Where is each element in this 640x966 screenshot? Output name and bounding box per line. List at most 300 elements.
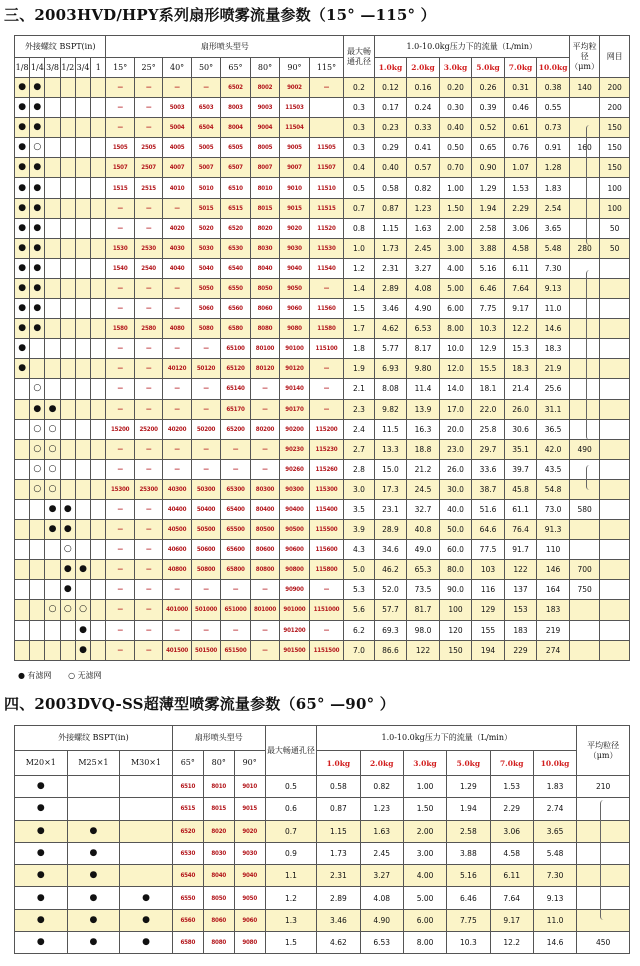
flow-value: 7.30 [537, 258, 570, 278]
thread-mark [60, 419, 75, 439]
thread-mark [45, 78, 60, 98]
nozzle-model-header: 扇形喷头型号 [106, 36, 344, 58]
pressure-col: 10.0kg [537, 58, 570, 78]
nozzle-model: 401500 [163, 640, 191, 660]
thread-size-col: 1 [91, 58, 106, 78]
nozzle-model: 9010 [234, 776, 265, 798]
thread-mark [91, 419, 106, 439]
nozzle-model: — [134, 198, 162, 218]
flow-value: 0.12 [374, 78, 407, 98]
max-passage: 1.8 [344, 339, 374, 359]
particle-size: 700 [569, 560, 599, 580]
flow-value: 40.8 [407, 520, 440, 540]
pressure-col: 10.0kg [533, 751, 576, 776]
thread-mark: ● [30, 278, 45, 298]
particle-size: 280 [569, 238, 599, 258]
thread-mark [60, 218, 75, 238]
particle-size [569, 198, 599, 218]
thread-mark [75, 299, 90, 319]
nozzle-model: 11540 [309, 258, 344, 278]
nozzle-model: — [163, 620, 191, 640]
thread-mark: ● [15, 776, 68, 798]
nozzle-model: — [134, 520, 162, 540]
thread-size-col: 1/4 [30, 58, 45, 78]
nozzle-model: 11507 [309, 158, 344, 178]
thread-mark [75, 459, 90, 479]
thread-mark: ● [15, 359, 30, 379]
flow-value: 219 [537, 620, 570, 640]
particle-size [569, 339, 599, 359]
flow-value: 13.9 [407, 399, 440, 419]
nozzle-model: 9030 [280, 238, 309, 258]
nozzle-model: 6550 [221, 278, 250, 298]
particle-size: 450 [577, 932, 630, 954]
particle-size [569, 258, 599, 278]
flow-value: 77.5 [472, 540, 505, 560]
thread-mark [120, 865, 173, 887]
nozzle-model: 11515 [309, 198, 344, 218]
nozzle-model: — [163, 198, 191, 218]
flow-value: 51.6 [472, 499, 505, 519]
pressure-col: 5.0kg [447, 751, 490, 776]
nozzle-model: 4005 [163, 138, 191, 158]
flow-value: 10.3 [447, 932, 490, 954]
max-passage: 1.2 [265, 887, 317, 909]
flow-value: 80.0 [439, 560, 472, 580]
pressure-col: 2.0kg [407, 58, 440, 78]
thread-mark [45, 319, 60, 339]
thread-mark [91, 238, 106, 258]
flow-value: 2.45 [407, 238, 440, 258]
flow-value: 22.0 [472, 399, 505, 419]
nozzle-model: 25300 [134, 479, 162, 499]
nozzle-model: 8007 [250, 158, 279, 178]
max-passage: 3.5 [344, 499, 374, 519]
flow-value: 1.50 [439, 198, 472, 218]
table-row [15, 620, 630, 640]
nozzle-model: 50300 [191, 479, 220, 499]
flow-value: 3.46 [374, 299, 407, 319]
flow-value: 28.9 [374, 520, 407, 540]
nozzle-model: — [134, 359, 162, 379]
mesh: 50 [600, 218, 630, 238]
nozzle-model: 9060 [234, 909, 265, 931]
nozzle-model: 65140 [221, 379, 250, 399]
nozzle-model: 80300 [250, 479, 279, 499]
table-row [15, 278, 630, 298]
max-passage: 5.6 [344, 600, 374, 620]
flow-value: 14.6 [533, 932, 576, 954]
nozzle-model: 9030 [234, 842, 265, 864]
nozzle-model: 80800 [250, 560, 279, 580]
flow-value: 2.31 [374, 258, 407, 278]
flow-value: 146 [537, 560, 570, 580]
thread-mark [75, 118, 90, 138]
max-passage: 0.5 [344, 178, 374, 198]
flow-value: 18.1 [472, 379, 505, 399]
flow-value: 0.41 [407, 138, 440, 158]
nozzle-model: 80400 [250, 499, 279, 519]
table-row [15, 459, 630, 479]
nozzle-model: — [106, 439, 134, 459]
max-passage: 0.8 [344, 218, 374, 238]
thread-mark: ● [15, 887, 68, 909]
nozzle-model: — [309, 278, 344, 298]
mesh: 100 [600, 178, 630, 198]
flow-value: 0.57 [407, 158, 440, 178]
flow-value: 16.3 [407, 419, 440, 439]
nozzle-model: 651500 [221, 640, 250, 660]
nozzle-model: 8015 [203, 798, 234, 820]
flow-value: 43.5 [537, 459, 570, 479]
nozzle-model: — [309, 399, 344, 419]
flow-value: 15.5 [472, 359, 505, 379]
nozzle-model: — [250, 399, 279, 419]
flow-value: 0.40 [374, 158, 407, 178]
flow-value: 39.7 [504, 459, 537, 479]
spray-flow-table-hvd [14, 35, 630, 661]
pressure-col: 1.0kg [374, 58, 407, 78]
flow-value: 183 [504, 620, 537, 640]
flow-value: 8.00 [403, 932, 446, 954]
flow-value: 7.64 [504, 278, 537, 298]
flow-value: 61.1 [504, 499, 537, 519]
flow-value: 6.11 [490, 865, 533, 887]
thread-mark [91, 379, 106, 399]
nozzle-model: 5040 [191, 258, 220, 278]
flow-value: 6.53 [407, 319, 440, 339]
mesh [600, 359, 630, 379]
thread-mark: ● [15, 238, 30, 258]
nozzle-model: 8080 [250, 319, 279, 339]
particle-size [569, 178, 599, 198]
flow-value: 21.2 [407, 459, 440, 479]
table-row [15, 158, 630, 178]
nozzle-model: — [106, 359, 134, 379]
thread-mark [15, 620, 30, 640]
thread-mark [91, 78, 106, 98]
nozzle-model: 4007 [163, 158, 191, 178]
flow-header: 1.0-10.0kg压力下的流量（L/min） [374, 36, 569, 58]
thread-mark [91, 620, 106, 640]
flow-value: 9.80 [407, 359, 440, 379]
thread-mark: ● [67, 932, 120, 954]
flow-value: 1.07 [504, 158, 537, 178]
thread-mark [75, 419, 90, 439]
nozzle-model: 6520 [221, 218, 250, 238]
thread-mark [120, 820, 173, 842]
nozzle-model: 65400 [221, 499, 250, 519]
nozzle-model: 11505 [309, 138, 344, 158]
flow-value: 2.89 [317, 887, 360, 909]
flow-value: 8.17 [407, 339, 440, 359]
nozzle-model: 8010 [250, 178, 279, 198]
flow-value: 3.27 [407, 258, 440, 278]
nozzle-model: — [106, 540, 134, 560]
thread-mark [30, 499, 45, 519]
thread-mark: ● [15, 138, 30, 158]
nozzle-model: 5005 [191, 138, 220, 158]
thread-mark [15, 419, 30, 439]
thread-mark [45, 98, 60, 118]
flow-value: 3.06 [504, 218, 537, 238]
thread-mark [45, 198, 60, 218]
table-row [15, 798, 630, 820]
nozzle-model: 8040 [250, 258, 279, 278]
thread-mark [75, 439, 90, 459]
flow-value: 0.17 [374, 98, 407, 118]
max-passage: 0.3 [344, 98, 374, 118]
thread-mark [91, 640, 106, 660]
table-row [15, 138, 630, 158]
nozzle-model: — [134, 580, 162, 600]
flow-value: 0.39 [472, 98, 505, 118]
thread-mark [60, 278, 75, 298]
flow-value: 7.75 [447, 909, 490, 931]
nozzle-model: 6520 [172, 820, 203, 842]
thread-mark: ○ [45, 459, 60, 479]
thread-mark: ○ [30, 138, 45, 158]
thread-mark [75, 138, 90, 158]
nozzle-model: 6550 [172, 887, 203, 909]
thread-mark [75, 238, 90, 258]
particle-size: 490 [569, 439, 599, 459]
thread-mark: ○ [30, 439, 45, 459]
table-row [15, 419, 630, 439]
thread-mark [75, 98, 90, 118]
legend-no-filter: ○ 无滤网 [68, 671, 102, 680]
thread-mark: ● [67, 887, 120, 909]
nozzle-model: 5003 [163, 98, 191, 118]
nozzle-model: — [106, 379, 134, 399]
flow-value: 4.62 [374, 319, 407, 339]
flow-value: 4.58 [504, 238, 537, 258]
flow-value: 8.08 [374, 379, 407, 399]
flow-value: 49.0 [407, 540, 440, 560]
flow-value: 7.75 [472, 299, 505, 319]
nozzle-model: 8020 [203, 820, 234, 842]
flow-value: 100 [439, 600, 472, 620]
flow-value: 14.0 [439, 379, 472, 399]
nozzle-model: 5060 [191, 299, 220, 319]
pressure-col: 7.0kg [504, 58, 537, 78]
nozzle-model: 80120 [250, 359, 279, 379]
nozzle-model: 501500 [191, 640, 220, 660]
max-passage: 1.7 [344, 319, 374, 339]
thread-mark: ● [120, 932, 173, 954]
table-row [15, 198, 630, 218]
flow-value: 6.93 [374, 359, 407, 379]
flow-value: 1.94 [472, 198, 505, 218]
particle-brace-1 [586, 125, 593, 245]
nozzle-model: — [106, 620, 134, 640]
nozzle-model: — [106, 299, 134, 319]
thread-mark [91, 178, 106, 198]
flow-value: 229 [504, 640, 537, 660]
nozzle-model: 6510 [221, 178, 250, 198]
thread-mark [75, 278, 90, 298]
max-passage: 3.9 [344, 520, 374, 540]
nozzle-model: — [134, 339, 162, 359]
nozzle-model: 80200 [250, 419, 279, 439]
table-row [15, 178, 630, 198]
mesh: 100 [600, 198, 630, 218]
flow-value: 0.82 [360, 776, 403, 798]
flow-value: 9.13 [537, 278, 570, 298]
mesh [600, 299, 630, 319]
nozzle-model: 40600 [163, 540, 191, 560]
nozzle-model: 80100 [250, 339, 279, 359]
flow-value: 4.08 [360, 887, 403, 909]
nozzle-model: 115600 [309, 540, 344, 560]
flow-value: 42.0 [537, 439, 570, 459]
nozzle-model: 9015 [234, 798, 265, 820]
particle-size-header-2: 平均粒径（μm） [577, 726, 630, 776]
nozzle-model: 6580 [221, 319, 250, 339]
thread-size-col: 1/2 [60, 58, 75, 78]
thread-mark [60, 198, 75, 218]
thread-mark: ● [45, 499, 60, 519]
mesh [600, 399, 630, 419]
table-row [15, 399, 630, 419]
nozzle-model: 901500 [280, 640, 309, 660]
particle-size [569, 540, 599, 560]
nozzle-model: 8004 [221, 118, 250, 138]
flow-value: 3.65 [533, 820, 576, 842]
nozzle-model: — [309, 379, 344, 399]
nozzle-model: 6530 [172, 842, 203, 864]
flow-value: 65.3 [407, 560, 440, 580]
thread-mark: ● [15, 178, 30, 198]
nozzle-model: 40120 [163, 359, 191, 379]
thread-mark [45, 118, 60, 138]
thread-mark: ○ [75, 600, 90, 620]
thread-mark: ● [60, 560, 75, 580]
flow-value: 98.0 [407, 620, 440, 640]
nozzle-model: 11530 [309, 238, 344, 258]
thread-mark: ● [15, 932, 68, 954]
thread-mark [75, 158, 90, 178]
flow-value: 2.45 [360, 842, 403, 864]
pressure-col: 1.0kg [317, 751, 360, 776]
particle-brace-3 [586, 465, 593, 490]
flow-value: 33.6 [472, 459, 505, 479]
nozzle-model: 9015 [280, 198, 309, 218]
flow-value: 23.0 [439, 439, 472, 459]
nozzle-model: 90120 [280, 359, 309, 379]
nozzle-model: 65500 [221, 520, 250, 540]
flow-value: 2.29 [504, 198, 537, 218]
nozzle-model: 9040 [280, 258, 309, 278]
flow-value: 0.58 [317, 776, 360, 798]
flow-value: 6.11 [504, 258, 537, 278]
max-passage: 1.3 [265, 909, 317, 931]
nozzle-model: — [134, 540, 162, 560]
flow-value: 40.0 [439, 499, 472, 519]
flow-value: 1.23 [407, 198, 440, 218]
thread-mark: ● [67, 820, 120, 842]
nozzle-model: 9004 [250, 118, 279, 138]
flow-value: 0.30 [439, 98, 472, 118]
mesh: 50 [600, 238, 630, 258]
nozzle-model: — [191, 580, 220, 600]
thread-mark [15, 499, 30, 519]
nozzle-model: 2540 [134, 258, 162, 278]
thread-mark [120, 842, 173, 864]
max-passage: 0.2 [344, 78, 374, 98]
flow-value: 15.0 [374, 459, 407, 479]
nozzle-model: — [191, 459, 220, 479]
max-passage: 2.3 [344, 399, 374, 419]
nozzle-model: 1151500 [309, 640, 344, 660]
nozzle-model: — [191, 439, 220, 459]
flow-value: 0.50 [439, 138, 472, 158]
max-passage-header: 最大畅通孔径 [344, 36, 374, 78]
thread-mark [15, 560, 30, 580]
nozzle-model: — [106, 600, 134, 620]
thread-mark [75, 258, 90, 278]
nozzle-model: 8002 [250, 78, 279, 98]
nozzle-model: — [163, 439, 191, 459]
thread-mark [60, 439, 75, 459]
thread-mark [75, 178, 90, 198]
nozzle-model: 90900 [280, 580, 309, 600]
flow-value: 9.17 [490, 909, 533, 931]
nozzle-model: 11510 [309, 178, 344, 198]
max-passage: 2.1 [344, 379, 374, 399]
thread-mark: ● [30, 218, 45, 238]
thread-mark [75, 520, 90, 540]
nozzle-model: 80500 [250, 520, 279, 540]
flow-value: 0.91 [537, 138, 570, 158]
thread-size-col: M30×1 [120, 751, 173, 776]
flow-value: 2.89 [374, 278, 407, 298]
nozzle-model: — [134, 299, 162, 319]
nozzle-model: 40500 [163, 520, 191, 540]
thread-mark: ● [15, 158, 30, 178]
thread-mark [60, 640, 75, 660]
thread-mark [91, 98, 106, 118]
flow-value: 26.0 [439, 459, 472, 479]
nozzle-model: 40400 [163, 499, 191, 519]
nozzle-model [309, 98, 344, 118]
thread-mark [30, 600, 45, 620]
flow-value: 34.6 [374, 540, 407, 560]
flow-value: 2.00 [439, 218, 472, 238]
nozzle-model: 8080 [203, 932, 234, 954]
thread-mark [75, 198, 90, 218]
thread-mark: ● [67, 909, 120, 931]
thread-mark [75, 359, 90, 379]
nozzle-model: 8030 [250, 238, 279, 258]
thread-mark [15, 379, 30, 399]
thread-mark: ● [120, 887, 173, 909]
nozzle-model: 90170 [280, 399, 309, 419]
nozzle-model: 6505 [221, 138, 250, 158]
nozzle-model: — [221, 580, 250, 600]
flow-value: 164 [537, 580, 570, 600]
nozzle-model: 50600 [191, 540, 220, 560]
flow-value: 4.90 [407, 299, 440, 319]
thread-mark [45, 218, 60, 238]
particle-size [569, 459, 599, 479]
thread-mark: ○ [45, 600, 60, 620]
nozzle-model: 8020 [250, 218, 279, 238]
nozzle-model: — [134, 560, 162, 580]
flow-value: 0.73 [537, 118, 570, 138]
thread-mark [30, 339, 45, 359]
nozzle-model: — [163, 459, 191, 479]
